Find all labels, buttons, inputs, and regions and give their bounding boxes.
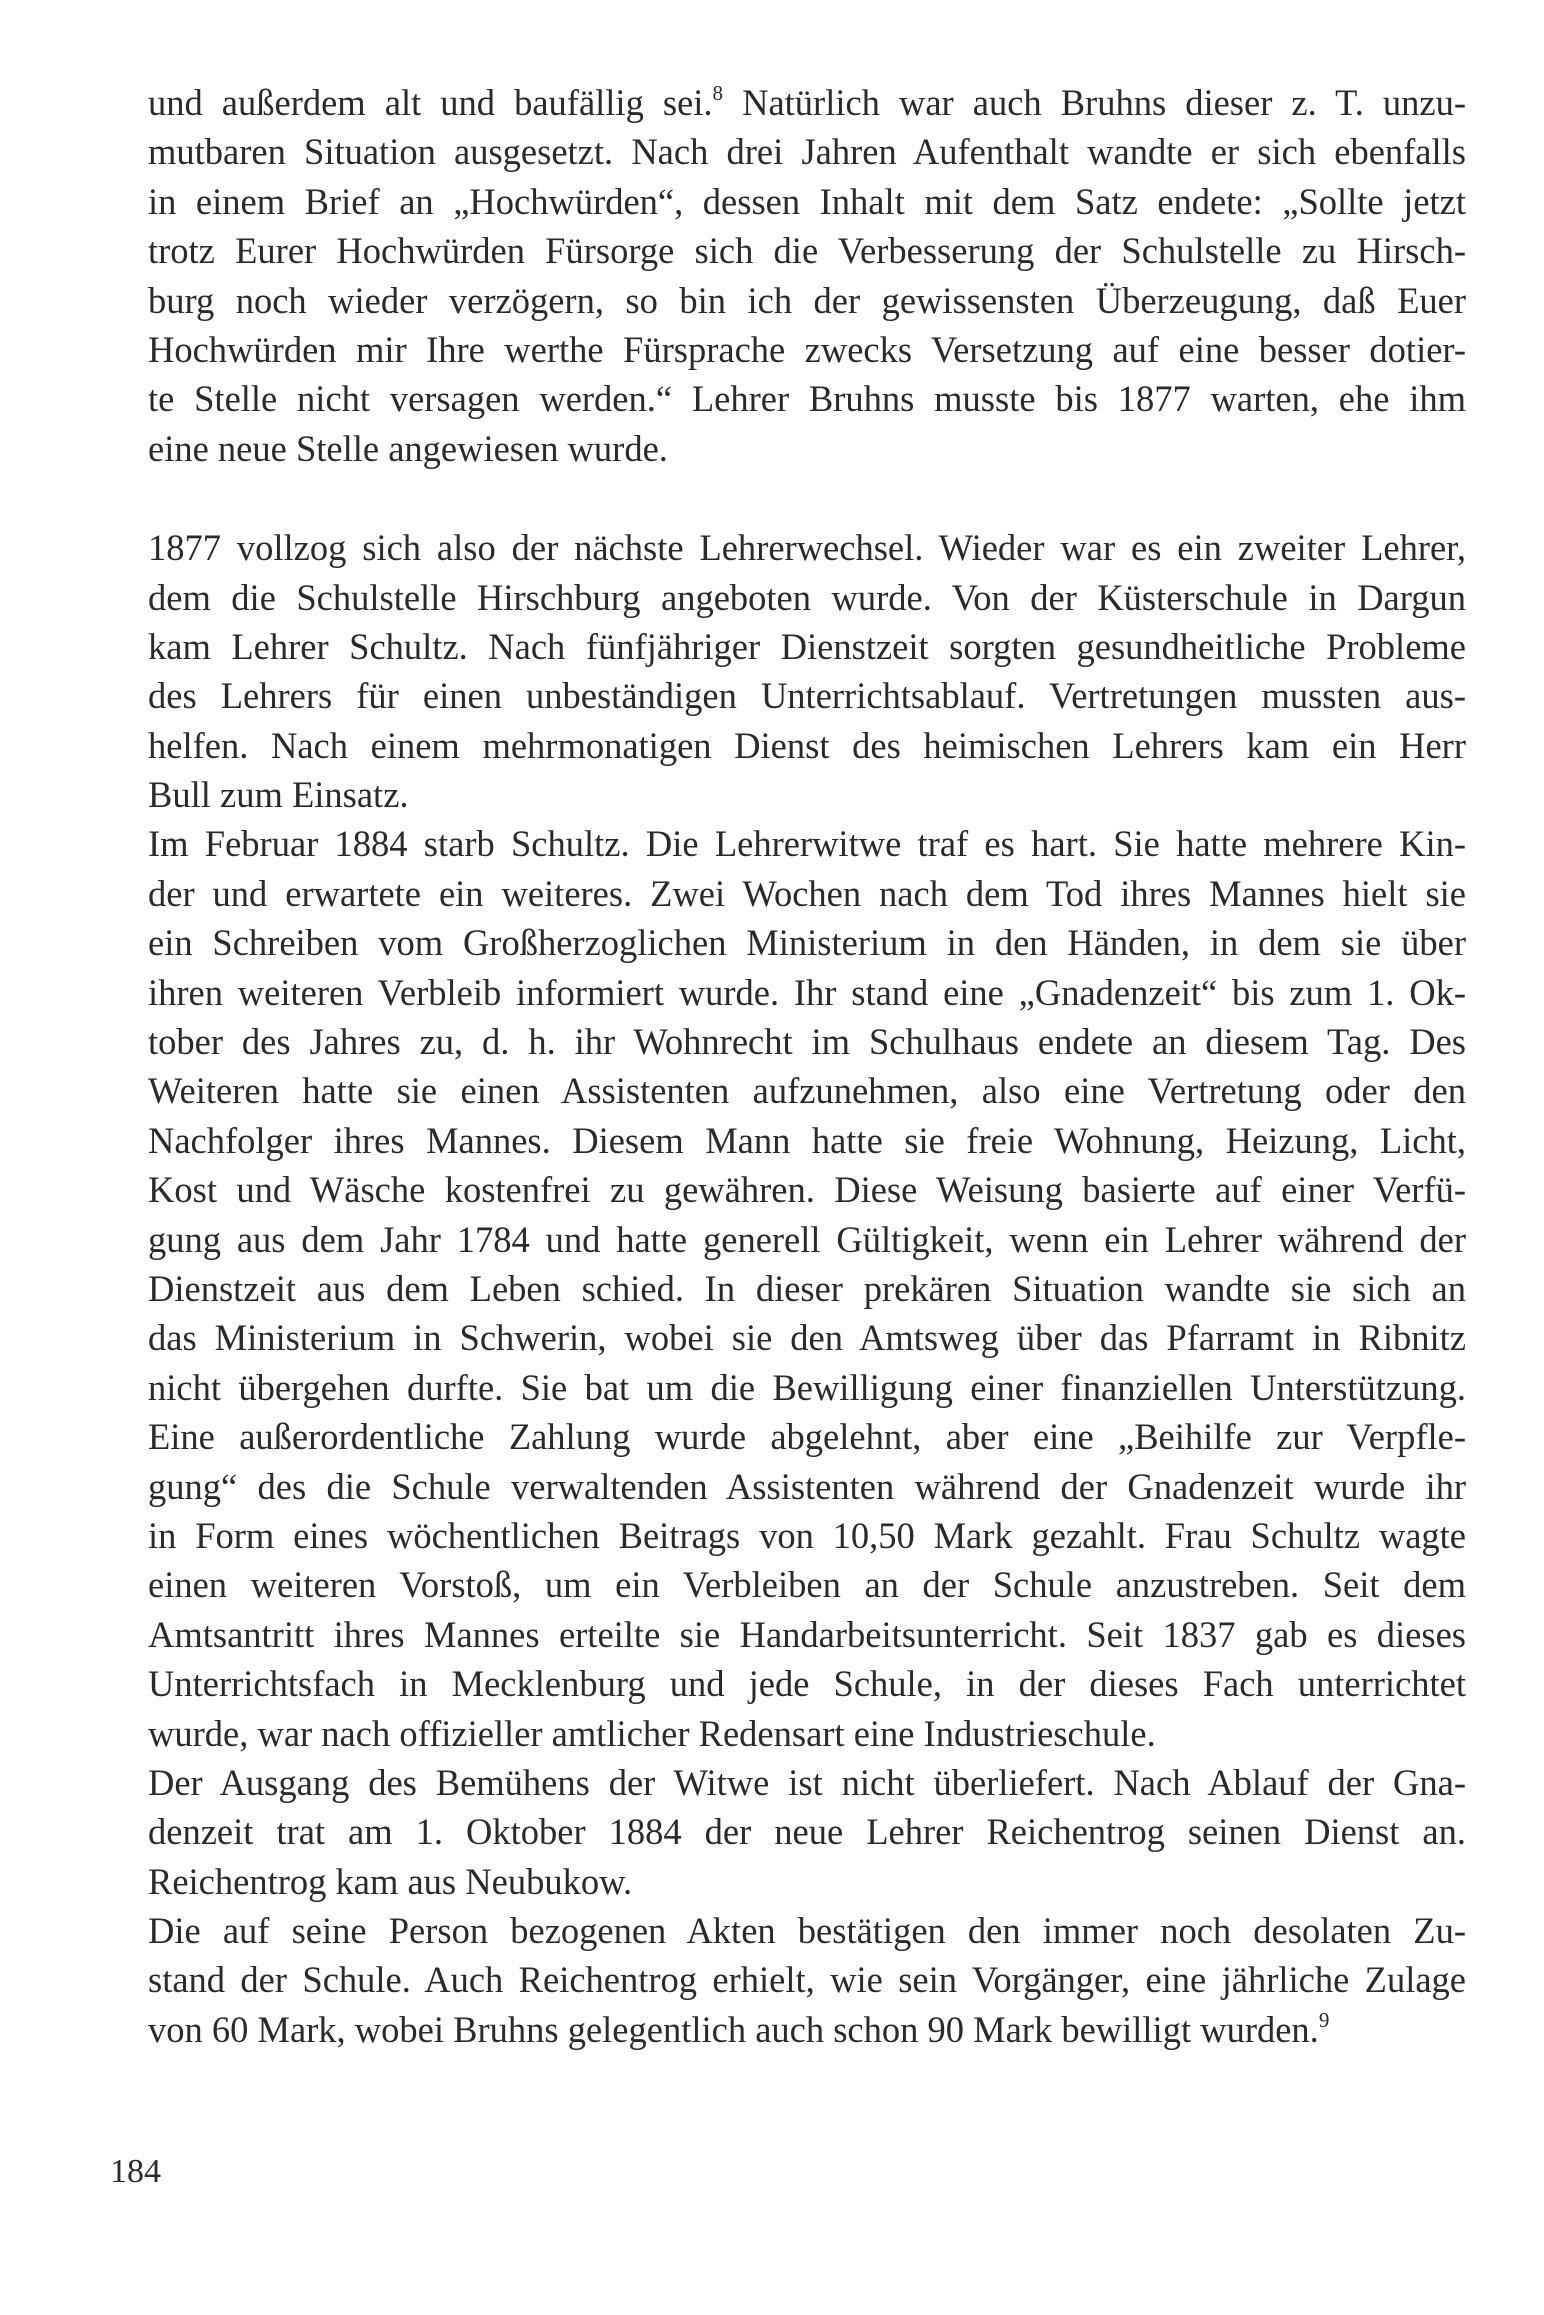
text-line: Eine außerordentliche Zahlung wurde abgelehnt, aber eine „Beihilfe zur Verpfle- [148,1416,1466,1458]
page-body [148,78,1466,2054]
text-line: burg noch wieder verzögern, so bin ich der gewissensten Überzeugung, daß Euer [148,279,1466,321]
text-line: 1877 vollzog sich also der nächste Lehrerwechsel. Wieder war es ein zweiter Lehrer, [148,527,1466,569]
text-line: einen weiteren Vorstoß, um ein Verbleiben an der Schule anzustreben. Seit dem [148,1564,1466,1606]
text-line: Kost und Wäsche kostenfrei zu gewähren. Diese Weisung basierte auf einer Verfü- [148,1169,1466,1211]
text-line: ihren weiteren Verbleib informiert wurde. Ihr stand eine „Gnadenzeit“ bis zum 1. Ok- [148,971,1466,1013]
text-line: Dienstzeit aus dem Leben schied. In dieser prekären Situation wandte sie sich an [148,1267,1466,1309]
paragraph-4 [148,1758,1466,1906]
text-line: Unterrichtsfach in Mecklenburg und jede Schule, in der dieses Fach unterrichtet [148,1663,1466,1705]
text-run: und außerdem alt und baufällig sei. [148,82,713,123]
footnote-ref-9: 9 [1318,2007,1330,2032]
text-line: Bull zum Einsatz. [148,774,409,816]
text-line: gung aus dem Jahr 1784 und hatte generell Gültigkeit, wenn ein Lehrer während der [148,1218,1466,1260]
text-line: Der Ausgang des Bemühens der Witwe ist nicht überliefert. Nach Ablauf der Gna- [148,1761,1466,1803]
text-line: mutbaren Situation ausgesetzt. Nach drei Jahren Aufenthalt wandte er sich ebenfalls [148,131,1466,173]
text-line [148,78,1466,127]
text-line: Im Februar 1884 starb Schultz. Die Lehrerwitwe traf es hart. Sie hatte mehrere Kin- [148,823,1466,865]
text-line: der und erwartete ein weiteres. Zwei Wochen nach dem Tod ihres Mannes hielt sie [148,872,1466,914]
text-run: von 60 Mark, wobei Bruhns gelegentlich auch schon 90 Mark bewilligt wurden. [148,2008,1319,2050]
text-line: gung“ des die Schule verwaltenden Assistenten während der Gnadenzeit wurde ihr [148,1465,1466,1507]
paragraph-gap [148,473,1466,523]
text-line: in Form eines wöchentlichen Beitrags von 10,50 Mark gezahlt. Frau Schultz wagte [148,1514,1466,1556]
text-line [148,2005,1466,2054]
text-line: Amtsantritt ihres Mannes erteilte sie Handarbeitsunterricht. Seit 1837 gab es dieses [148,1613,1466,1655]
text-line: tober des Jahres zu, d. h. ihr Wohnrecht im Schulhaus endete an diesem Tag. Des [148,1021,1466,1063]
text-line: dem die Schulstelle Hirschburg angeboten wurde. Von der Küsterschule in Dargun [148,576,1466,618]
text-line: ein Schreiben vom Großherzoglichen Ministerium in den Händen, in dem sie über [148,922,1466,964]
text-line: Reichentrog kam aus Neubukow. [148,1860,633,1902]
text-line: Weiteren hatte sie einen Assistenten aufzunehmen, also eine Vertretung oder den [148,1070,1466,1112]
text-line: wurde, war nach offizieller amtlicher Redensart eine Industrieschule. [148,1712,1156,1754]
paragraph-1 [148,78,1466,473]
paragraph-5 [148,1906,1466,2054]
text-line: denzeit trat am 1. Oktober 1884 der neue Lehrer Reichentrog seinen Dienst an. [148,1811,1466,1853]
paragraph-2 [148,523,1466,819]
text-line: in einem Brief an „Hochwürden“, dessen Inhalt mit dem Satz endete: „Sollte jetzt [148,180,1466,222]
text-line: des Lehrers für einen unbeständigen Unterrichtsablauf. Vertretungen mussten aus- [148,675,1466,717]
text-line: kam Lehrer Schultz. Nach fünfjähriger Dienstzeit sorgten gesundheitliche Probleme [148,625,1466,667]
footnote-ref-8: 8 [712,81,724,105]
text-line: eine neue Stelle angewiesen wurde. [148,427,668,469]
text-line: stand der Schule. Auch Reichentrog erhielt, wie sein Vorgänger, eine jährliche Zulage [148,1959,1466,2001]
text-line: das Ministerium in Schwerin, wobei sie den Amtsweg über das Pfarramt in Ribnitz [148,1317,1466,1359]
text-line: Hochwürden mir Ihre werthe Fürsprache zwecks Versetzung auf eine besser dotier- [148,328,1466,370]
text-line: helfen. Nach einem mehrmonatigen Dienst des heimischen Lehrers kam ein Herr [148,724,1466,766]
text-line: nicht übergehen durfte. Sie bat um die Bewilligung einer finanziellen Unterstützung. [148,1366,1466,1408]
page-number: 184 [110,2153,161,2190]
text-line: te Stelle nicht versagen werden.“ Lehrer Bruhns musste bis 1877 warten, ehe ihm [148,378,1466,420]
paragraph-3 [148,819,1466,1757]
text-run: Natürlich war auch Bruhns dieser z. T. unzu- [723,82,1467,123]
text-line: trotz Eurer Hochwürden Fürsorge sich die Verbesserung der Schulstelle zu Hirsch- [148,230,1466,272]
text-line: Die auf seine Person bezogenen Akten bestätigen den immer noch desolaten Zu- [148,1910,1466,1952]
text-line: Nachfolger ihres Mannes. Diesem Mann hatte sie freie Wohnung, Heizung, Licht, [148,1119,1466,1161]
